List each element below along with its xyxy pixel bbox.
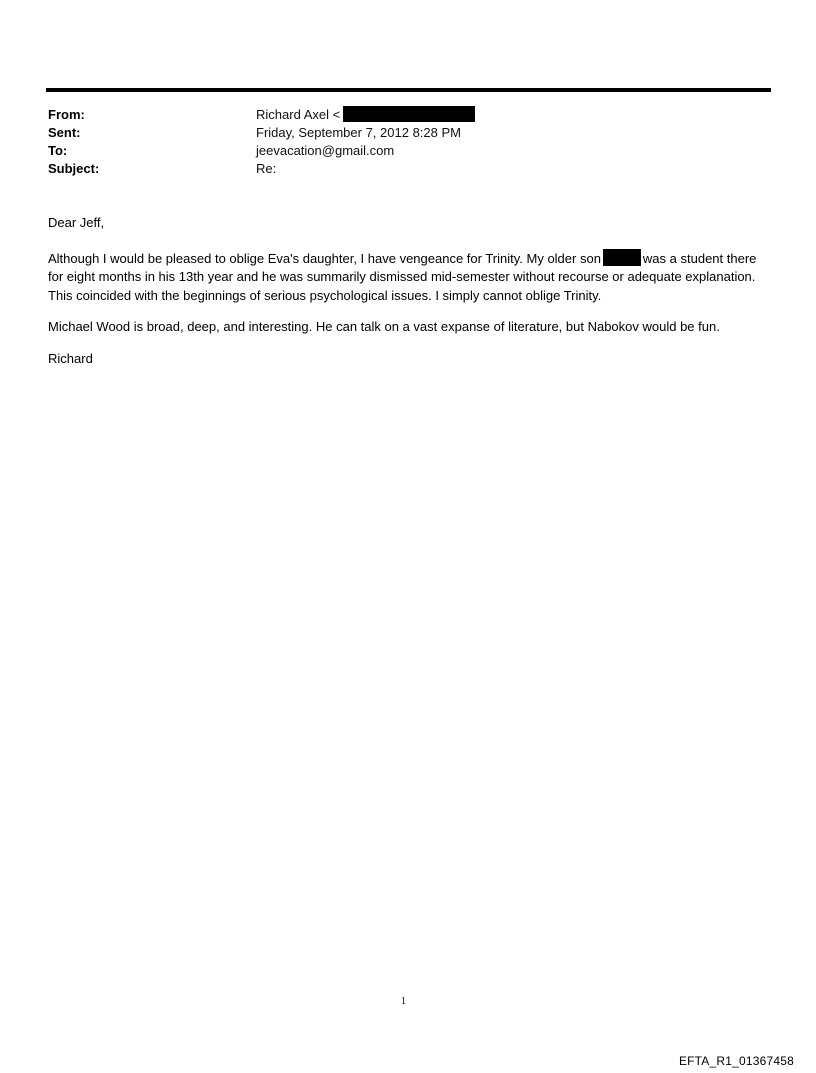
from-label: From: (48, 107, 85, 122)
sent-row (48, 124, 748, 142)
greeting: Dear Jeff, (48, 215, 105, 230)
bates-number: EFTA_R1_01367458 (678, 1054, 794, 1068)
body-paragraph-2: Michael Wood is broad, deep, and interesting. He can talk on a vast expanse of literature, but Nabokov would be fun. (48, 319, 720, 334)
to-label: To: (48, 143, 68, 158)
sent-label: Sent: (48, 125, 81, 140)
page-number: 1 (401, 996, 406, 1007)
body-paragraph-1 (48, 250, 773, 306)
email-body (48, 214, 773, 381)
redacted-name-block (603, 249, 641, 266)
from-value (256, 106, 475, 124)
body-paragraph-1-end: was a student there for eight months in his 13th year and he was summarily dismissed mid-semester without recourse or adequate explanation. This coincided with the beginnings of serious psychological issues. I simply cannot oblige Trinity. (48, 250, 757, 303)
sent-value: Friday, September 7, 2012 8:28 PM (256, 125, 461, 140)
signature: Richard (48, 350, 93, 366)
from-row (48, 106, 748, 124)
to-value: jeevacation@gmail.com (256, 143, 395, 158)
redacted-email-block (343, 106, 475, 122)
subject-value: Re: (256, 161, 277, 176)
to-row (48, 142, 748, 160)
email-header (48, 106, 748, 178)
from-name: Richard Axel < (256, 107, 341, 122)
subject-row (48, 160, 748, 178)
header-divider (46, 88, 771, 92)
subject-label: Subject: (48, 161, 100, 176)
body-paragraph-1-start: Although I would be pleased to oblige Eva's daughter, I have vengeance for Trinity. My older son (48, 250, 601, 266)
